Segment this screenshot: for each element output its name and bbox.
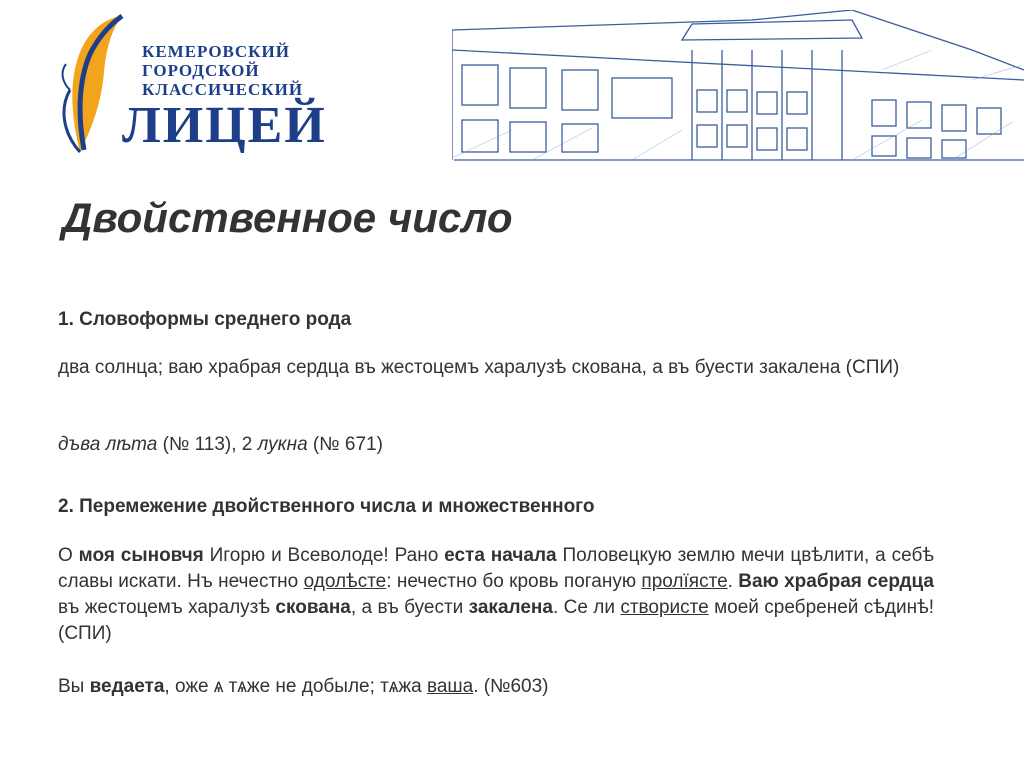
logo-line: КЕМЕРОВСКИЙ (142, 42, 290, 61)
logo-line: КЛАССИЧЕСКИЙ (142, 80, 304, 99)
text-run: , оже ѧ тѧже не добыле; тѧжа (164, 676, 427, 697)
logo-text-lines (142, 42, 303, 99)
text-run: Половецкую землю мечи цвѣлити, а себѣ славы искати. Нъ нечестно (58, 545, 934, 592)
bold-phrase: моя сыновчя (78, 545, 204, 566)
header (0, 0, 1024, 168)
section2-last-line (58, 674, 934, 700)
section1-heading: 1. Словоформы среднего рода (58, 309, 352, 330)
underlined-word: пролїясте (641, 571, 728, 592)
text-run: (№ 113), 2 (157, 434, 258, 455)
bold-phrase: ведаета (89, 676, 165, 697)
text-run: . (727, 571, 739, 592)
text-run: , а въ буести (350, 597, 469, 618)
logo-big-text: ЛИЦЕЙ (122, 97, 327, 154)
underlined-word: одолѣсте (303, 571, 387, 592)
section2-paragraph (58, 543, 934, 647)
bold-phrase: еста начала (444, 545, 557, 566)
text-run: О (58, 545, 79, 566)
bold-phrase: скована (275, 597, 351, 618)
text-run: (№ 671) (307, 434, 383, 455)
bold-phrase: Ваю храбрая сердца (738, 571, 934, 592)
section2-heading: 2. Перемежение двойственного числа и множественного (58, 496, 595, 517)
text-run: . Се ли (552, 597, 621, 618)
text-run: : нечестно бо кровь поганую (386, 571, 642, 592)
underlined-word: ваша (426, 676, 474, 697)
underlined-word: створисте (620, 597, 709, 618)
school-building-sketch (452, 10, 1024, 165)
section1-example2 (58, 432, 934, 458)
text-run: въ жестоцемъ харалузѣ (58, 597, 276, 618)
text-run: . (№603) (473, 676, 549, 697)
section1-example1: два солнца; ваю храбрая сердца въ жестоцемъ харалузѣ скована, а въ буести закалена (СПИ) (58, 357, 900, 378)
italic-word: лукна (257, 434, 308, 455)
lyceum-logo (40, 12, 400, 162)
bold-phrase: закалена (468, 597, 553, 618)
italic-word: дъва лѣта (58, 434, 158, 455)
slide-title: Двойственное число (62, 194, 513, 241)
logo-line: ГОРОДСКОЙ (142, 61, 260, 80)
text-run: Игорю и Всеволоде! Рано (203, 545, 445, 566)
text-run: моей сребреней сѣдинѣ! (СПИ) (58, 597, 935, 644)
text-run: Вы (58, 676, 90, 697)
